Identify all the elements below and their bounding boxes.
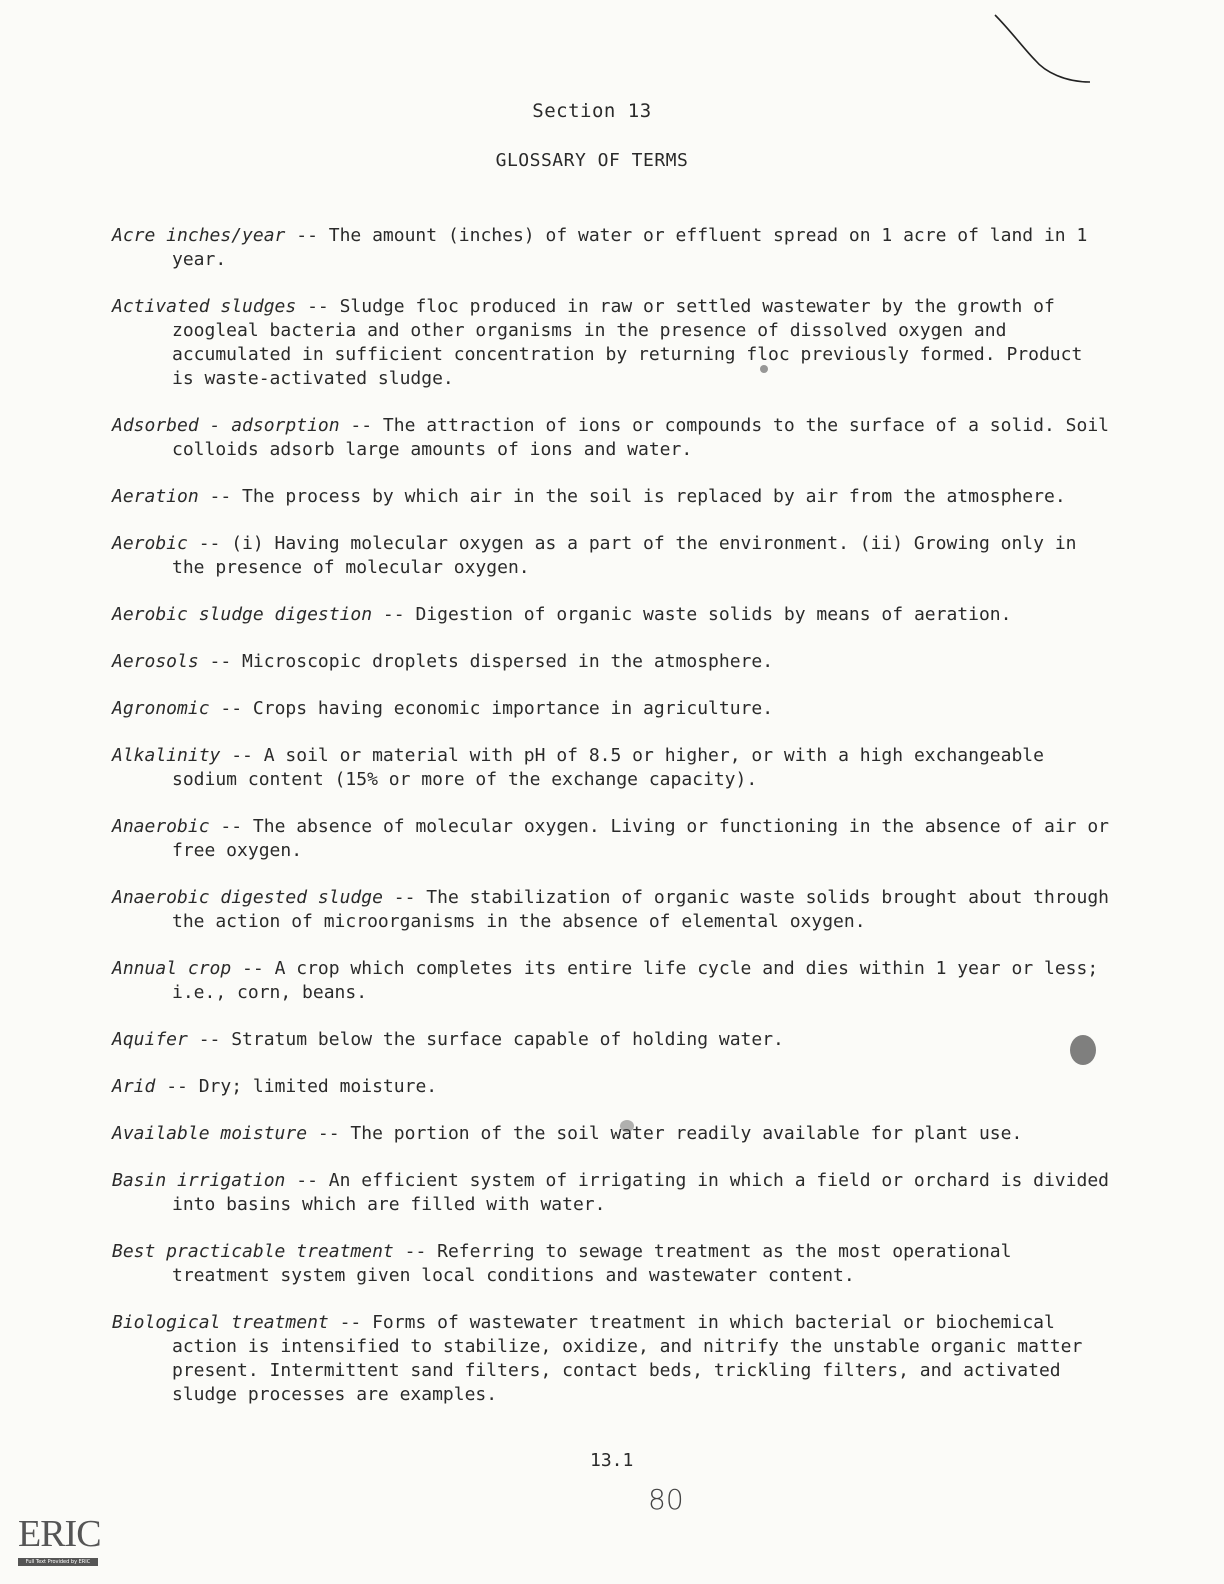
glossary-definition: -- Dry; limited moisture. [155, 1076, 438, 1097]
glossary-term: Acre inches/year [112, 225, 286, 246]
glossary-entry [112, 1075, 1112, 1099]
glossary-definition: -- An efficient system of irrigating in which a field or orchard is divided into basins which are filled with water. [172, 1170, 1109, 1215]
glossary-definition: -- Digestion of organic waste solids by means of aeration. [372, 604, 1012, 625]
glossary-definition: -- The portion of the soil water readily available for plant use. [307, 1123, 1023, 1144]
glossary-definition: -- The amount (inches) of water or effluent spread on 1 acre of land in 1 year. [172, 225, 1088, 270]
section-number: Section 13 [532, 100, 652, 122]
glossary-definition: -- Microscopic droplets dispersed in the atmosphere. [198, 651, 774, 672]
glossary-definition: -- Forms of wastewater treatment in which bacterial or biochemical action is intensified to stabilize, oxidize, and nitrify the unstable organic matter present. Intermittent sand filters, contact beds, trickling filters, and activated sludge processes are examples. [172, 1312, 1083, 1405]
glossary-entry [112, 886, 1112, 934]
glossary-definition: -- The absence of molecular oxygen. Living or functioning in the absence of air or free oxygen. [172, 816, 1110, 861]
glossary-term: Aquifer [112, 1029, 188, 1050]
glossary-entry [112, 603, 1112, 627]
handwritten-page-number: 80 [648, 1483, 684, 1516]
glossary-term: Anaerobic [112, 816, 210, 837]
glossary-term: Best practicable treatment [112, 1241, 394, 1262]
glossary-entry [112, 224, 1112, 272]
glossary-entry [112, 815, 1112, 863]
glossary-term: Annual crop [112, 958, 232, 979]
glossary-term: Activated sludges [112, 296, 297, 317]
scan-speck [760, 365, 768, 373]
glossary-term: Aerobic [112, 533, 188, 554]
glossary-term: Biological treatment [112, 1312, 329, 1333]
scan-speck [1070, 1035, 1096, 1065]
glossary-term: Arid [112, 1076, 156, 1097]
glossary-entry [112, 414, 1112, 462]
glossary-definition: -- A soil or material with pH of 8.5 or higher, or with a high exchangeable sodium content (15% or more of the exchange capacity). [172, 745, 1044, 790]
glossary-definition: -- Stratum below the surface capable of holding water. [187, 1029, 784, 1050]
glossary-definition: -- Sludge floc produced in raw or settled wastewater by the growth of zoogleal bacteria and other organisms in the presence of dissolved oxygen and accumulated in sufficient concentration by returning floc previously formed. Product is waste-activated sludge. [172, 296, 1083, 389]
glossary-entry [112, 532, 1112, 580]
glossary-entry [112, 1169, 1112, 1217]
glossary-entry [112, 697, 1112, 721]
glossary-entry [112, 1240, 1112, 1288]
glossary-definition: -- A crop which completes its entire life cycle and dies within 1 year or less; i.e., corn, beans. [172, 958, 1099, 1003]
glossary-entry [112, 295, 1112, 391]
eric-logo [18, 1500, 101, 1570]
scan-speck [620, 1120, 634, 1132]
glossary-entry [112, 744, 1112, 792]
glossary-list [112, 224, 1112, 1430]
glossary-title-text: GLOSSARY OF TERMS [495, 150, 689, 171]
glossary-entry [112, 957, 1112, 1005]
glossary-definition: -- The attraction of ions or compounds to the surface of a solid. Soil colloids adsorb large amounts of ions and water. [172, 415, 1109, 460]
page-number: 13.1 [590, 1450, 634, 1471]
eric-logo-tagline: Full Text Provided by ERIC [18, 1558, 98, 1566]
glossary-term: Aerobic sludge digestion [112, 604, 373, 625]
glossary-term: Alkalinity [112, 745, 221, 766]
glossary-term: Adsorbed - adsorption [112, 415, 340, 436]
glossary-definition: -- (i) Having molecular oxygen as a part of the environment. (ii) Growing only in the presence of molecular oxygen. [172, 533, 1077, 578]
glossary-definition: -- Crops having economic importance in agriculture. [209, 698, 774, 719]
glossary-entry [112, 650, 1112, 674]
glossary-term: Anaerobic digested sludge [112, 887, 383, 908]
glossary-entry [112, 1311, 1112, 1407]
pen-mark-icon [990, 10, 1100, 100]
glossary-term: Basin irrigation [112, 1170, 286, 1191]
glossary-definition: -- The process by which air in the soil is replaced by air from the atmosphere. [198, 486, 1066, 507]
glossary-term: Aeration [112, 486, 199, 507]
glossary-entry [112, 1122, 1112, 1146]
glossary-term: Aerosols [112, 651, 199, 672]
glossary-definition: -- Referring to sewage treatment as the most operational treatment system given local conditions and wastewater content. [172, 1241, 1012, 1286]
glossary-entry [112, 485, 1112, 509]
glossary-term: Available moisture [112, 1123, 308, 1144]
glossary-term: Agronomic [112, 698, 210, 719]
glossary-entry [112, 1028, 1112, 1052]
eric-logo-text: ERIC [18, 1513, 101, 1555]
glossary-title [0, 150, 1224, 171]
section-heading [0, 100, 1224, 122]
glossary-definition: -- The stabilization of organic waste solids brought about through the action of microorganisms in the absence of elemental oxygen. [172, 887, 1110, 932]
